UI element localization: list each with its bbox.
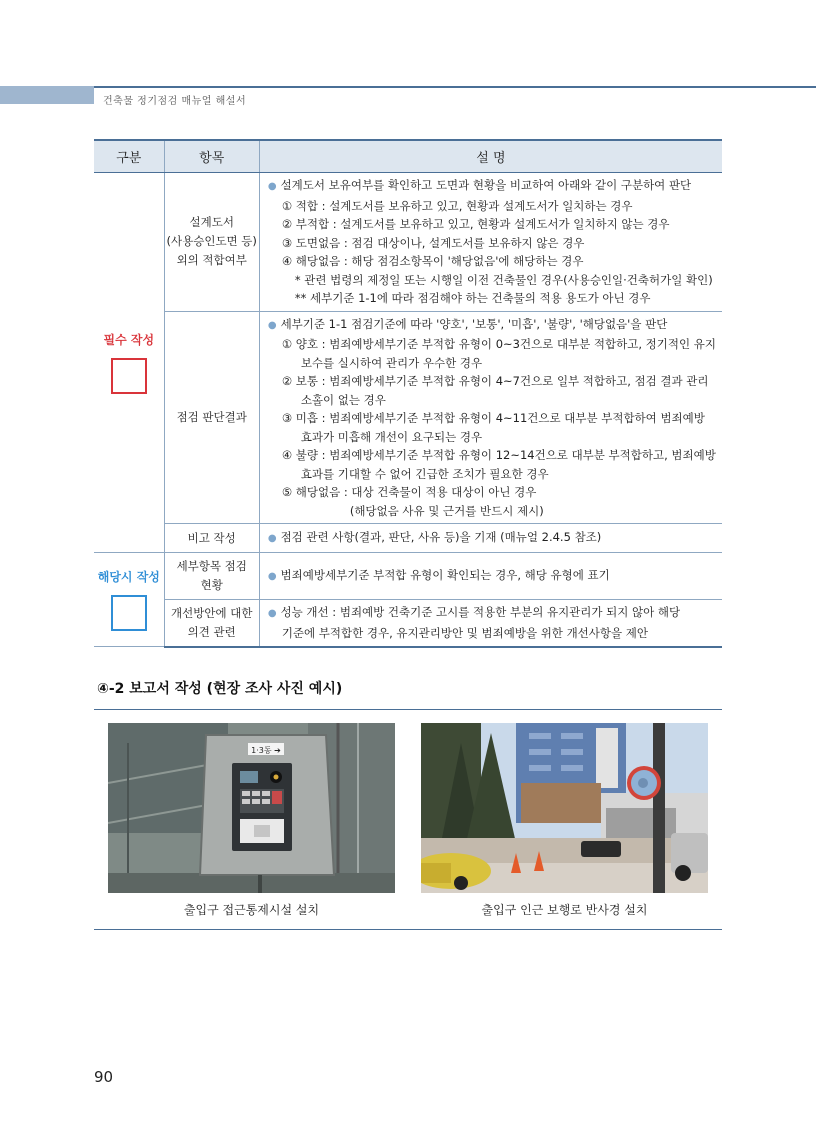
desc-line: 소홀이 없는 경우 xyxy=(300,392,386,407)
desc-line: 효과가 미흡해 개선이 요구되는 경우 xyxy=(300,429,483,444)
category-required-cell xyxy=(94,173,164,553)
footnote-line: ** 세부기준 1-1에 따라 점검해야 하는 건축물의 적용 용도가 아닌 경우 xyxy=(294,291,651,305)
bullet-icon: ● xyxy=(267,570,277,582)
desc-line: 범죄예방세부기준 부적합 유형이 확인되는 경우, 해당 유형에 표기 xyxy=(280,567,610,582)
description-cell xyxy=(259,524,722,553)
category-required-label: 필수 작성 xyxy=(103,333,155,347)
desc-line: ① 적합 : 설계도서를 보유하고 있고, 현황과 설계도서가 일치하는 경우 xyxy=(281,198,633,213)
desc-line: ④ 해당없음 : 해당 점검소항목이 '해당없음'에 해당하는 경우 xyxy=(281,254,584,268)
photo-caption: 출입구 인근 보행로 반사경 설치 xyxy=(481,903,648,917)
table-row xyxy=(94,600,722,647)
desc-line: 설계도서 보유여부를 확인하고 도면과 현황을 비교하여 아래와 같이 구분하여 판단 xyxy=(280,178,692,192)
item-cell xyxy=(164,600,259,647)
desc-line: 효과를 기대할 수 없어 긴급한 조치가 필요한 경우 xyxy=(300,466,549,481)
category-optional-cell xyxy=(94,553,164,647)
item-cell xyxy=(164,553,259,600)
desc-line: 성능 개선 : 범죄예방 건축기준 고시를 적용한 부분의 유지관리가 되지 않아 해당 xyxy=(280,605,681,620)
col-header-description: 설 명 xyxy=(259,140,722,173)
photo-caption: 출입구 접근통제시설 설치 xyxy=(183,903,320,917)
desc-line: (해당없음 사유 및 근거를 반드시 제시) xyxy=(349,503,544,518)
footnote-line: * 관련 법령의 제정일 또는 시행일 이전 건축물인 경우(사용승인일·건축허가일 확인) xyxy=(294,272,713,287)
desc-line: ② 부적합 : 설계도서를 보유하고 있고, 현황과 설계도서가 일치하지 않는 경우 xyxy=(281,217,670,231)
description-cell xyxy=(259,311,722,524)
description-cell xyxy=(259,553,722,600)
desc-line: ④ 불량 : 범죄예방세부기준 부적합 유형이 12~14건으로 대부분 부적합하고, 범죄예방 xyxy=(281,448,716,462)
table-row xyxy=(94,173,722,312)
bullet-icon: ● xyxy=(267,319,277,331)
description-cell xyxy=(259,600,722,647)
item-label: 비고 작성 xyxy=(187,530,236,545)
col-header-item: 항목 xyxy=(164,140,259,173)
table-header-row xyxy=(94,140,722,173)
building-sign: 1·3동 ➔ xyxy=(251,746,281,755)
running-title: 건축물 정기점검 매뉴얼 해설서 xyxy=(103,96,247,107)
desc-line: ③ 미흡 : 범죄예방세부기준 부적합 유형이 4~11건으로 대부분 부적합하여 범죄예방 xyxy=(281,411,705,425)
item-label: 점검 판단결과 xyxy=(176,409,247,424)
section-title: ④-2 보고서 작성 (현장 조사 사진 예시) xyxy=(97,681,343,697)
desc-line: 보수를 실시하여 관리가 우수한 경우 xyxy=(300,355,483,370)
required-checkbox[interactable] xyxy=(111,358,147,394)
header-rule xyxy=(94,86,816,88)
item-cell xyxy=(164,524,259,553)
bullet-icon: ● xyxy=(267,608,277,620)
optional-checkbox[interactable] xyxy=(111,595,147,631)
desc-line: ② 보통 : 범죄예방세부기준 부적합 유형이 4~7건으로 일부 적합하고, 점검 결과 관리 xyxy=(281,374,709,388)
bullet-icon: ● xyxy=(267,181,277,192)
category-optional-label: 해당시 작성 xyxy=(97,570,160,584)
item-label: 현황 xyxy=(200,578,223,592)
item-label: 설계도서 xyxy=(189,215,234,230)
description-cell xyxy=(259,173,722,312)
desc-line: 점검 관련 사항(결과, 판단, 사유 등)을 기재 (매뉴얼 2.4.5 참조) xyxy=(280,529,602,544)
guideline-table xyxy=(94,139,722,648)
desc-line: ⑤ 해당없음 : 대상 건축물이 적용 대상이 아닌 경우 xyxy=(281,485,537,499)
bullet-icon: ● xyxy=(267,532,277,544)
section-rule-bottom xyxy=(94,929,722,930)
desc-line: 기준에 부적합한 경우, 유지관리방안 및 범죄예방을 위한 개선사항을 제안 xyxy=(281,625,648,640)
table-row xyxy=(94,311,722,524)
item-label: 외의 적합여부 xyxy=(176,253,247,268)
desc-line: ③ 도면없음 : 점검 대상이나, 설계도서를 보유하지 않은 경우 xyxy=(281,235,585,250)
item-label: (사용승인도면 등) xyxy=(166,234,257,249)
desc-line: 세부기준 1-1 점검기준에 따라 '양호', '보통', '미흡', '불량', '해당없음'을 판단 xyxy=(280,316,668,331)
col-header-category: 구분 xyxy=(94,140,164,173)
table-row xyxy=(94,553,722,600)
table-row xyxy=(94,524,722,553)
page-number: 90 xyxy=(94,1068,114,1086)
item-label: 세부항목 점검 xyxy=(176,559,247,573)
photo-convex-mirror xyxy=(421,723,708,893)
section-rule-top xyxy=(94,709,722,710)
item-label: 개선방안에 대한 xyxy=(171,605,253,620)
photo-access-control xyxy=(108,723,395,893)
desc-line: ① 양호 : 범죄예방세부기준 부적합 유형이 0~3건으로 대부분 적합하고, 정기적인 유지 xyxy=(281,337,716,351)
item-cell xyxy=(164,173,259,312)
item-cell xyxy=(164,311,259,524)
item-label: 의견 관련 xyxy=(187,624,236,639)
header-accent-bar xyxy=(0,86,94,104)
